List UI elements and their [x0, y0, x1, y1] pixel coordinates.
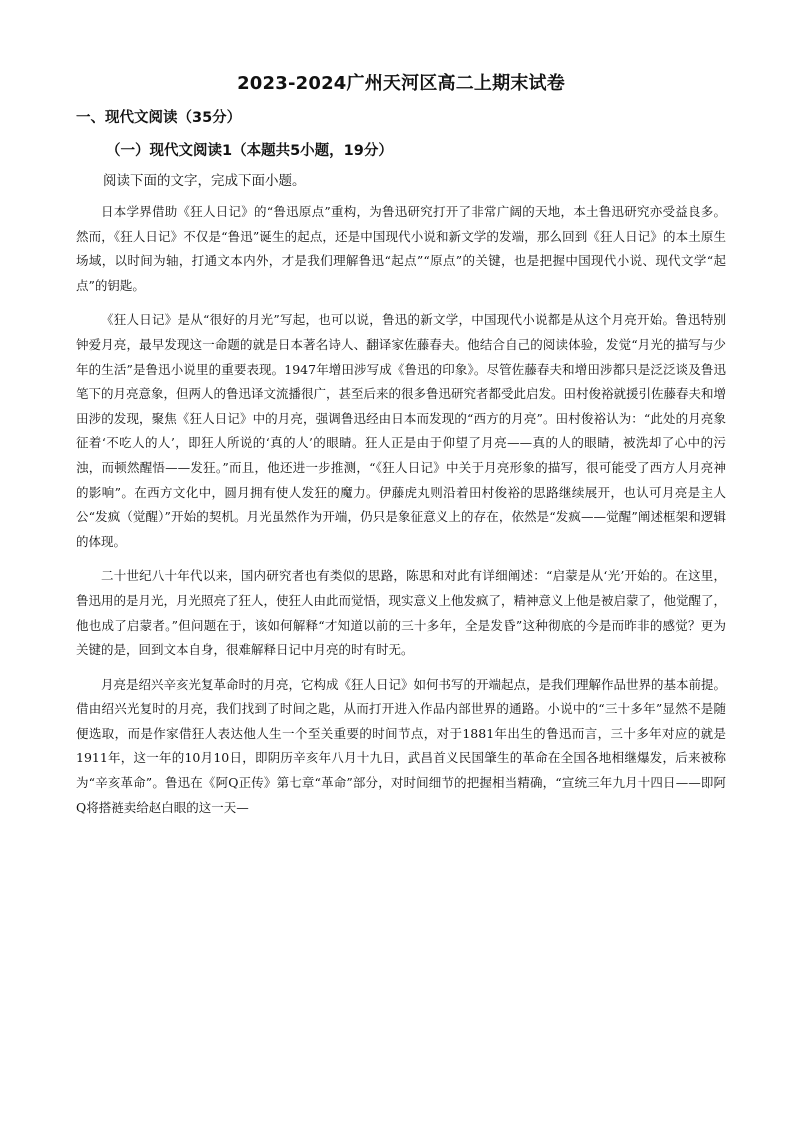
- subsection-heading: （一）现代文阅读1（本题共5小题，19分）: [106, 143, 393, 159]
- reading-instruction: 阅读下面的文字，完成下面小题。: [103, 173, 306, 189]
- page-title: 2023-2024广州天河区高二上期末试卷: [237, 73, 565, 94]
- section-heading: 一、现代文阅读（35分）: [76, 110, 242, 126]
- passage-paragraph-3: 二十世纪八十年代以来，国内研究者也有类似的思路，陈思和对此有详细阐述：“启蒙是从‘光’开始的。在这里，鲁迅用的是月光，月光照亮了狂人，使狂人由此而觉悟，现实意义上他发疯了，精神意义上他是被启蒙了，他觉醒了，他也成了启蒙者。”但问题在于，该如何解释“才知道以前的三十多年，全是发昏”这种彻底的今是而昨非的感觉？更为关键的是，回到文本自身，很难解释日记中月亮的时有时无。: [76, 568, 727, 658]
- passage-paragraph-1: 日本学界借助《狂人日记》的“鲁迅原点”重构，为鲁迅研究打开了非常广阔的天地，本土鲁迅研究亦受益良多。然而，《狂人日记》不仅是“鲁迅”诞生的起点，还是中国现代小说和新文学的发端，那么回到《狂人日记》的本土原生场域，以时间为轴，打通文本内外，才是我们理解鲁迅“起点”“原点”的关键，也是把握中国现代小说、现代文学“起点”的钥匙。: [76, 204, 726, 293]
- passage-paragraph-2: 《狂人日记》是从“很好的月光”写起，也可以说，鲁迅的新文学，中国现代小说都是从这个月亮开始。鲁迅特别钟爱月亮，最早发现这一命题的就是日本著名诗人、翻译家佐藤春夫。他结合自己的阅读体验，发觉“月光的描写与少年的生活”是鲁迅小说里的重要表现。1947年增田涉写成《鲁迅的印象》。尽管佐藤春夫和增田涉都只是泛泛谈及鲁迅笔下的月亮意象，但两人的鲁迅译文流播很广，甚至后来的很多鲁迅研究者都受此启发。田村俊裕就援引佐藤春夫和增田涉的发现，聚焦《狂人日记》中的月亮，强调鲁迅经由日本而发现的“西方的月亮”。田村俊裕认为：“此处的月亮象征着‘不吃人的人’，即狂人所说的‘真的人’的眼睛。狂人正是由于仰望了月亮——真的人的眼睛，被洗却了心中的污浊，而顿然醒悟——发狂。”而且，他还进一步推测，“《狂人日记》中关于月亮形象的描写，很可能受了西方人月亮神的影响”。在西方文化中，圆月拥有使人发狂的魔力。伊藤虎丸则沿着田村俊裕的思路继续展开，也认可月亮是主人公“发疯（觉醒）”开始的契机。月光虽然作为开端，仍只是象征意义上的存在，依然是“发疯——觉醒”阐述框架和逻辑的体现。: [76, 312, 727, 549]
- passage-paragraph-4: 月亮是绍兴辛亥光复革命时的月亮，它构成《狂人日记》如何书写的开端起点，是我们理解作品世界的基本前提。借由绍兴光复时的月亮，我们找到了时间之匙，从而打开进入作品内部世界的通路。小说中的“三十多年”显然不是随便选取，而是作家借狂人表达他人生一个至关重要的时间节点，对于1881年出生的鲁迅而言，三十多年对应的就是1911年，这一年的10月10日，即阴历辛亥年八月十九日，武昌首义民国肇生的革命在全国各地相继爆发，后来被称为“辛亥革命”。鲁迅在《阿Q正传》第七章“革命”部分，对时间细节的把握相当精确，“宣统三年九月十四日——即阿Q将搭裢卖给赵白眼的这一天—: [76, 676, 727, 815]
